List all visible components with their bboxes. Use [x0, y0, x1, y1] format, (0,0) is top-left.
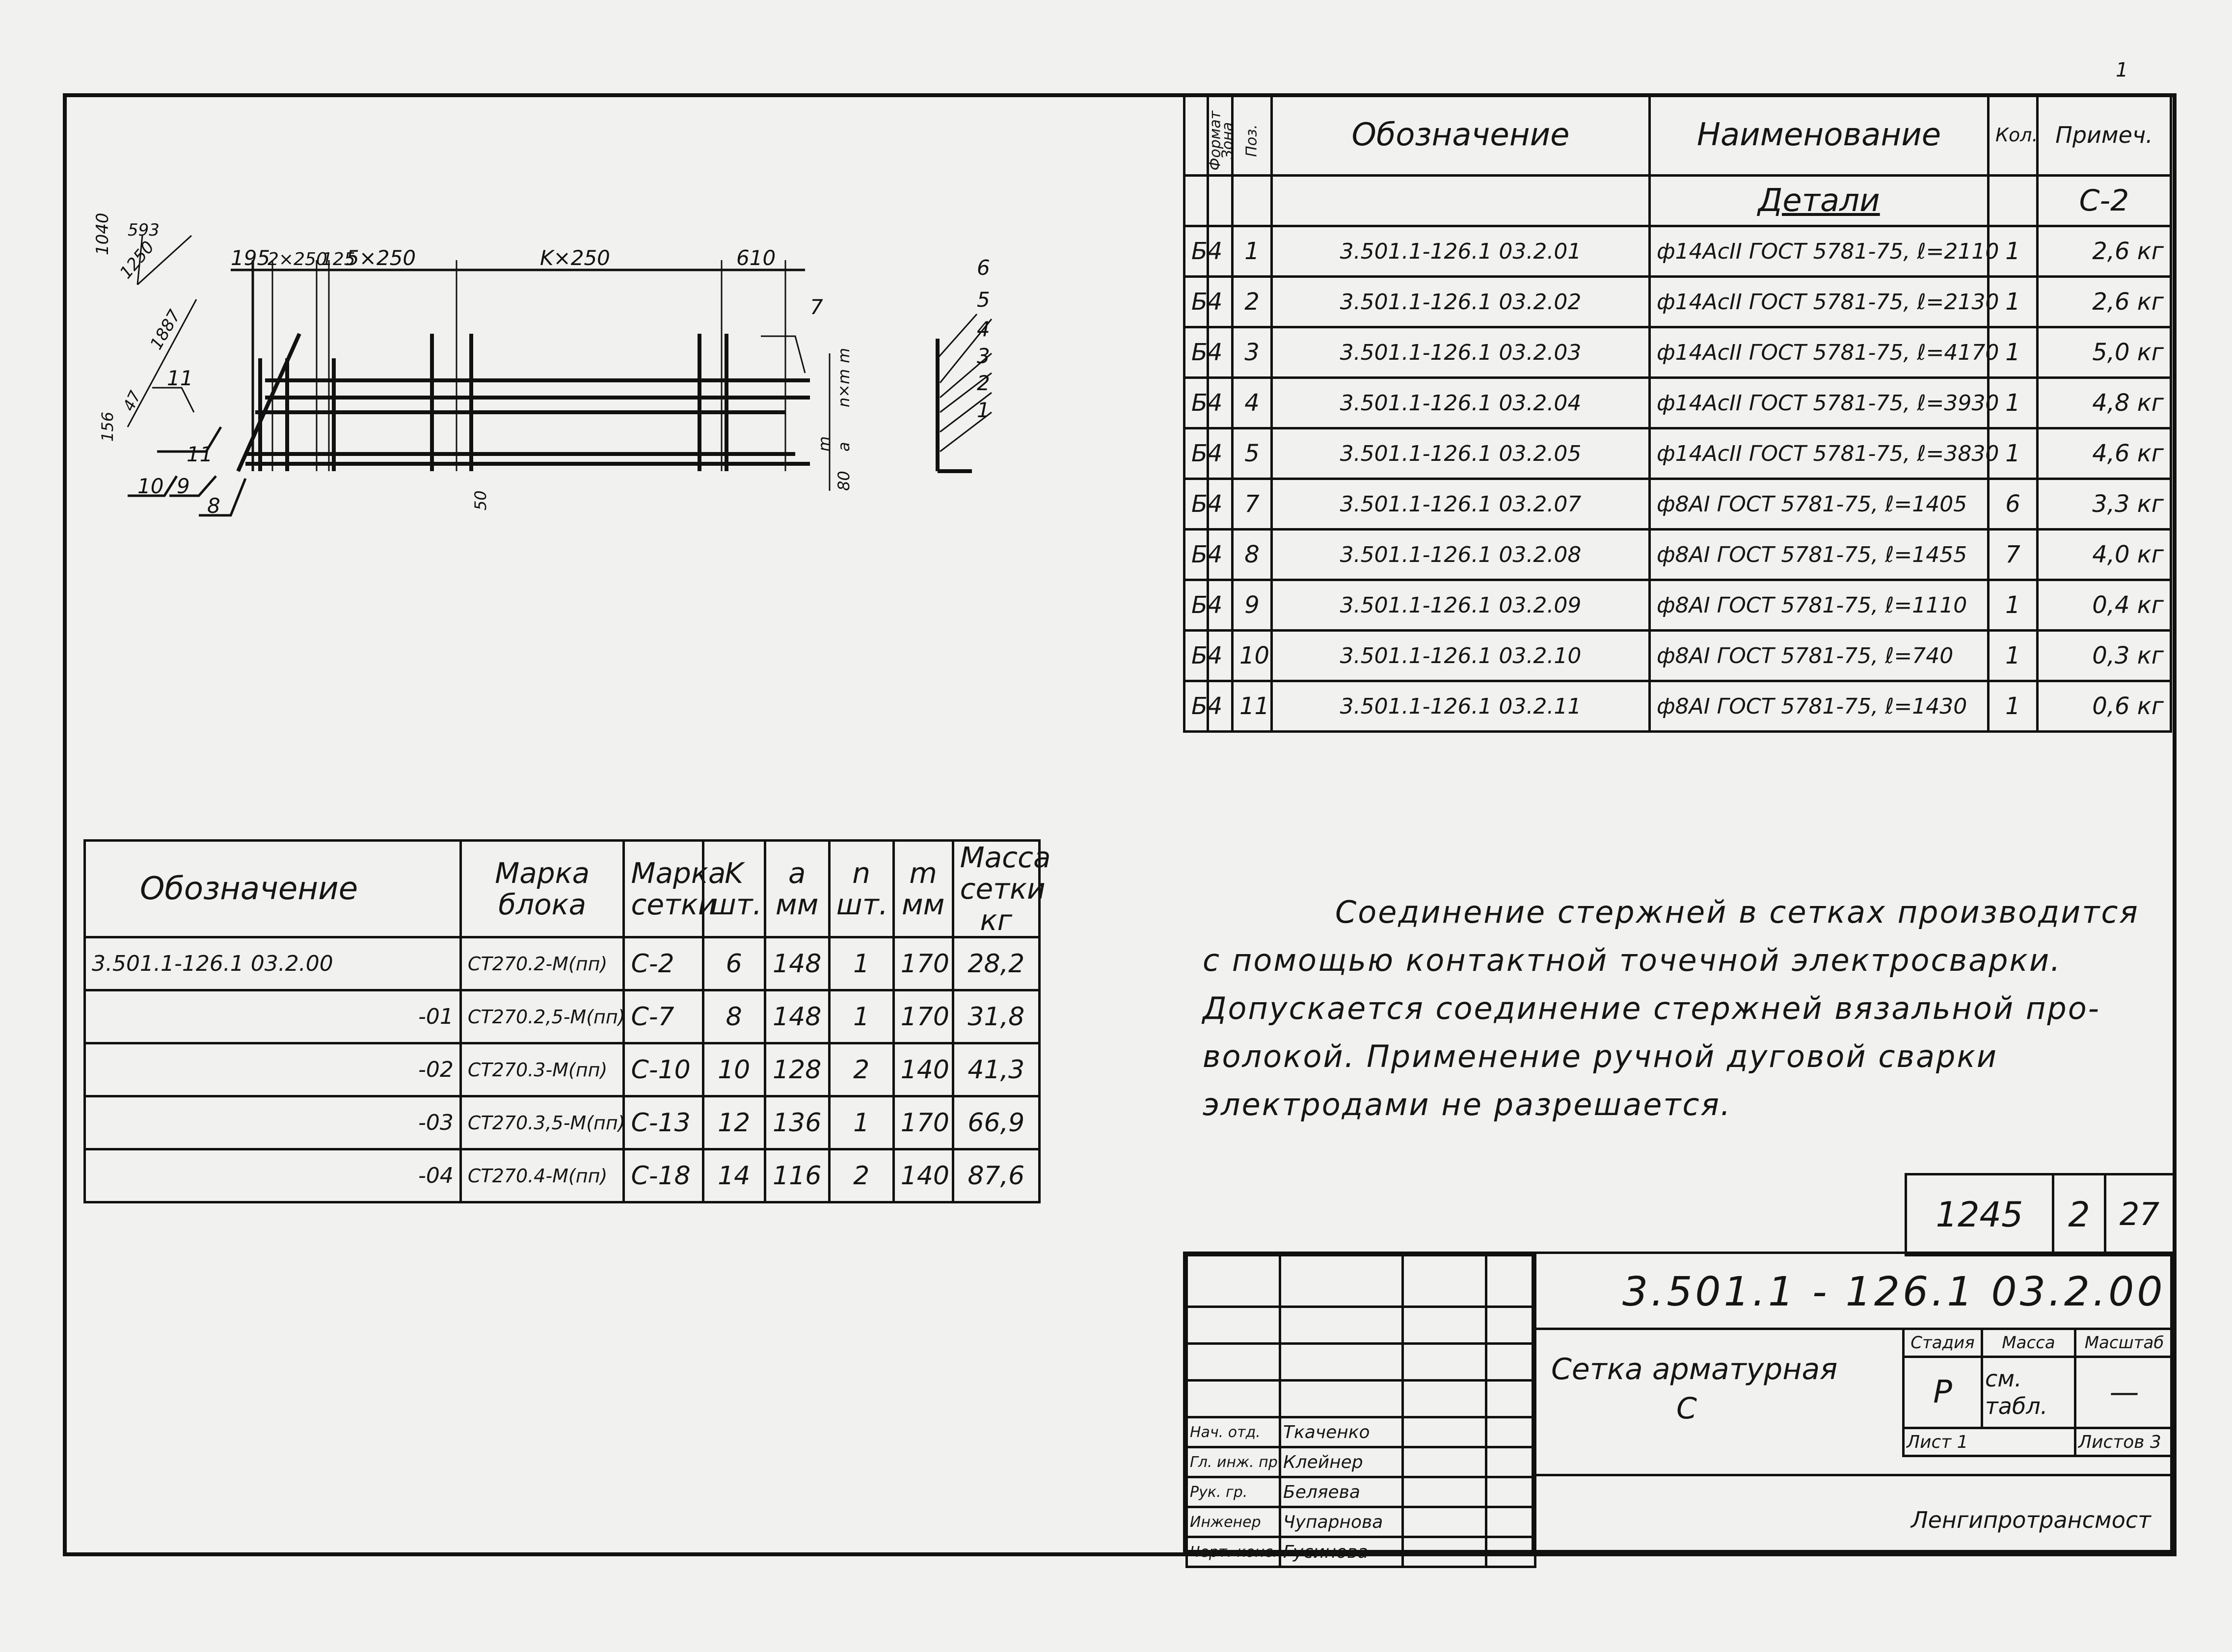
spec-row	[1184, 631, 2171, 681]
welding-note	[1203, 888, 2170, 1129]
spec-format: Б4	[1184, 226, 1208, 277]
spec-qty: 1	[1989, 327, 2038, 378]
block-mass: 87,6	[953, 1149, 1039, 1202]
spec-format: Б4	[1184, 378, 1208, 428]
spec-qty: 6	[1989, 479, 2038, 530]
spec-qty: 1	[1989, 681, 2038, 732]
col-qty: Кол.	[1989, 95, 2038, 176]
block-designation: -04	[85, 1149, 461, 1202]
spec-qty: 1	[1989, 226, 2038, 277]
dim-label: 80	[834, 471, 853, 491]
leader-label: 11	[187, 442, 213, 466]
section-title: Детали	[1650, 176, 1989, 226]
block-designation: 3.501.1-126.1 03.2.00	[85, 937, 461, 990]
block-k: 10	[703, 1043, 765, 1096]
dim-label: m	[834, 347, 853, 363]
dim-label: 1040	[93, 213, 112, 255]
block-mass: 28,2	[953, 937, 1039, 990]
block-designation: -03	[85, 1096, 461, 1149]
specification-table	[1183, 93, 2172, 733]
spec-designation: 3.501.1-126.1 03.2.07	[1272, 479, 1650, 530]
spec-pos: 7	[1233, 479, 1272, 530]
signature-name: Клейнер	[1280, 1447, 1403, 1477]
spec-row	[1184, 580, 2171, 631]
signature-row	[1187, 1537, 1535, 1567]
dim-label: 195	[231, 246, 270, 270]
block-mass: 31,8	[953, 990, 1039, 1043]
project-number-box	[1905, 1173, 2175, 1256]
dim-label: 1250	[116, 237, 159, 283]
block-n: 1	[829, 1096, 893, 1149]
leader-label: 7	[810, 295, 823, 319]
page-number: 27	[2105, 1174, 2174, 1255]
spec-note: 0,6 кг	[2038, 681, 2171, 732]
spec-format: Б4	[1184, 631, 1208, 681]
block-m: 170	[893, 937, 953, 990]
spec-pos: 11	[1233, 681, 1272, 732]
spec-note: 4,0 кг	[2038, 530, 2171, 580]
leader-label: 9	[177, 474, 190, 498]
signature-cell	[1486, 1507, 1535, 1537]
block-row	[85, 1149, 1040, 1202]
block-k: 6	[703, 937, 765, 990]
spec-format: Б4	[1184, 327, 1208, 378]
dim-label: n×m	[834, 369, 853, 407]
signature-row	[1187, 1447, 1535, 1477]
col-mass: Масса сетки кг	[953, 841, 1039, 937]
spec-note: 0,3 кг	[2038, 631, 2171, 681]
block-n: 1	[829, 990, 893, 1043]
spec-pos: 2	[1233, 277, 1272, 327]
mesh-mark: С-7	[624, 990, 703, 1043]
signature-cell	[1403, 1507, 1486, 1537]
signature-name: Беляева	[1280, 1477, 1403, 1507]
dim-label: 125	[322, 249, 355, 269]
spec-designation: 3.501.1-126.1 03.2.10	[1272, 631, 1650, 681]
spec-row	[1184, 681, 2171, 732]
spec-name: ф8АI ГОСТ 5781-75, ℓ=740	[1650, 631, 1989, 681]
spec-format: Б4	[1184, 681, 1208, 732]
signature-name: Ткаченко	[1280, 1417, 1403, 1447]
spec-qty: 1	[1989, 277, 2038, 327]
spec-name: ф8АI ГОСТ 5781-75, ℓ=1430	[1650, 681, 1989, 732]
spec-header-row	[1184, 95, 2171, 176]
inclined-bar	[238, 334, 299, 471]
block-n: 1	[829, 937, 893, 990]
signature-name: Чупарнова	[1280, 1507, 1403, 1537]
block-m: 170	[893, 990, 953, 1043]
signature-name: Гусинова	[1280, 1537, 1403, 1567]
note-line: Допускается соединение стержней вязальной про-	[1203, 990, 2101, 1026]
block-k: 12	[703, 1096, 765, 1149]
mass-value: см. табл.	[1982, 1357, 2075, 1428]
spec-designation: 3.501.1-126.1 03.2.03	[1272, 327, 1650, 378]
mesh-drawing	[93, 196, 1031, 550]
block-a: 136	[765, 1096, 829, 1149]
block-n: 2	[829, 1149, 893, 1202]
sheet-label: Лист 1	[1904, 1428, 2075, 1456]
col-mesh-mark: Марка сетки	[624, 841, 703, 937]
spec-row	[1184, 277, 2171, 327]
spec-section-row	[1184, 176, 2171, 226]
note-line: волокой. Применение ручной дуговой сварки	[1203, 1039, 1998, 1074]
signature-role: Инженер	[1187, 1507, 1280, 1537]
organization: Ленгипротрансмост	[1911, 1507, 2151, 1533]
dim-label: m	[815, 436, 834, 452]
spec-qty: 1	[1989, 428, 2038, 479]
mass-label: Масса	[1982, 1329, 2075, 1357]
spec-pos: 8	[1233, 530, 1272, 580]
title-subname: С	[1676, 1391, 1697, 1426]
spec-note: 2,6 кг	[2038, 226, 2171, 277]
spec-designation: 3.501.1-126.1 03.2.09	[1272, 580, 1650, 631]
spec-format: Б4	[1184, 277, 1208, 327]
block-header-row	[85, 841, 1040, 937]
block-row	[85, 990, 1040, 1043]
spec-row	[1184, 327, 2171, 378]
col-note: Примеч.	[2038, 95, 2171, 176]
dim-label: 50	[471, 490, 490, 510]
spec-note: 4,6 кг	[2038, 428, 2171, 479]
mesh-mark: С-13	[624, 1096, 703, 1149]
spec-name: ф14АсII ГОСТ 5781-75, ℓ=2110	[1650, 226, 1989, 277]
spec-pos: 5	[1233, 428, 1272, 479]
dim-label: 2×250	[268, 249, 327, 269]
spec-note: 5,0 кг	[2038, 327, 2171, 378]
side-leader-label: 4	[977, 317, 990, 341]
block-k: 14	[703, 1149, 765, 1202]
dim-label: 5×250	[346, 246, 416, 270]
document-code: 3.501.1 - 126.1 03.2.00	[1622, 1269, 2166, 1315]
sheets-label: Листов 3	[2075, 1428, 2174, 1456]
dim-label: 47	[119, 388, 145, 414]
block-mark: СТ270.2,5-М(пп)	[460, 990, 624, 1043]
mesh-mark: С-2	[624, 937, 703, 990]
block-a: 128	[765, 1043, 829, 1096]
leader-label: 11	[167, 366, 193, 390]
block-mass: 66,9	[953, 1096, 1039, 1149]
signature-role: Гл. инж. пр.	[1187, 1447, 1280, 1477]
spec-pos: 9	[1233, 580, 1272, 631]
signature-role: Нач. отд.	[1187, 1417, 1280, 1447]
spec-format: Б4	[1184, 580, 1208, 631]
spec-name: ф8АI ГОСТ 5781-75, ℓ=1405	[1650, 479, 1989, 530]
spec-note: 0,4 кг	[2038, 580, 2171, 631]
spec-qty: 1	[1989, 580, 2038, 631]
corner-mark: 1	[2116, 59, 2128, 81]
spec-qty: 1	[1989, 378, 2038, 428]
block-m: 170	[893, 1096, 953, 1149]
block-row	[85, 1096, 1040, 1149]
spec-qty: 1	[1989, 631, 2038, 681]
leader-label: 8	[207, 494, 220, 518]
spec-name: ф14АсII ГОСТ 5781-75, ℓ=2130	[1650, 277, 1989, 327]
spec-name: ф14АсII ГОСТ 5781-75, ℓ=3930	[1650, 378, 1989, 428]
col-designation: Обозначение	[1272, 95, 1650, 176]
spec-designation: 3.501.1-126.1 03.2.11	[1272, 681, 1650, 732]
spec-pos: 4	[1233, 378, 1272, 428]
block-m: 140	[893, 1043, 953, 1096]
signature-cell	[1486, 1447, 1535, 1477]
project-number: 1245	[1906, 1174, 2053, 1255]
col-a: a мм	[765, 841, 829, 937]
spec-designation: 3.501.1-126.1 03.2.08	[1272, 530, 1650, 580]
spec-designation: 3.501.1-126.1 03.2.02	[1272, 277, 1650, 327]
signature-cell	[1486, 1537, 1535, 1567]
block-row	[85, 1043, 1040, 1096]
note-line: Соединение стержней в сетках производится	[1335, 894, 2139, 930]
col-designation: Обозначение	[85, 841, 461, 937]
spec-designation: 3.501.1-126.1 03.2.05	[1272, 428, 1650, 479]
scale-label: Масштаб	[2075, 1329, 2174, 1357]
spec-note: 4,8 кг	[2038, 378, 2171, 428]
block-a: 148	[765, 937, 829, 990]
side-leader-label: 3	[977, 344, 990, 368]
block-mark: СТ270.3-М(пп)	[460, 1043, 624, 1096]
stage-value: Р	[1904, 1357, 1982, 1428]
spec-row	[1184, 530, 2171, 580]
signature-cell	[1403, 1447, 1486, 1477]
stage-label: Стадия	[1904, 1329, 1982, 1357]
spec-format: Б4	[1184, 479, 1208, 530]
signature-role: Черт.-конс.	[1187, 1537, 1280, 1567]
dim-label: 1887	[146, 306, 185, 353]
spec-name: ф14АсII ГОСТ 5781-75, ℓ=3830	[1650, 428, 1989, 479]
spec-format: Б4	[1184, 428, 1208, 479]
spec-row	[1184, 479, 2171, 530]
project-part: 2	[2053, 1174, 2105, 1255]
spec-designation: 3.501.1-126.1 03.2.04	[1272, 378, 1650, 428]
title-block	[1183, 1252, 2173, 1562]
spec-name: ф8АI ГОСТ 5781-75, ℓ=1110	[1650, 580, 1989, 631]
scale-value: —	[2075, 1357, 2174, 1428]
signature-grid	[1185, 1254, 1536, 1568]
signature-row	[1187, 1477, 1535, 1507]
spec-pos: 1	[1233, 226, 1272, 277]
mesh-mark: С-10	[624, 1043, 703, 1096]
col-format: Формат	[1184, 95, 1208, 176]
col-block-mark: Марка блока	[460, 841, 624, 937]
title-name: Сетка арматурная	[1551, 1352, 1838, 1386]
block-mass: 41,3	[953, 1043, 1039, 1096]
spec-qty: 7	[1989, 530, 2038, 580]
block-designation: -01	[85, 990, 461, 1043]
side-leader-label: 1	[977, 398, 990, 422]
stage-table	[1902, 1328, 2175, 1457]
block-row	[85, 937, 1040, 990]
block-mark: СТ270.4-М(пп)	[460, 1149, 624, 1202]
note-line: электродами не разрешается.	[1203, 1087, 1732, 1122]
col-name: Наименование	[1650, 95, 1989, 176]
spec-pos: 3	[1233, 327, 1272, 378]
spec-name: ф8АI ГОСТ 5781-75, ℓ=1455	[1650, 530, 1989, 580]
spec-pos: 10	[1233, 631, 1272, 681]
signature-cell	[1486, 1477, 1535, 1507]
block-a: 116	[765, 1149, 829, 1202]
spec-name: ф14АсII ГОСТ 5781-75, ℓ=4170	[1650, 327, 1989, 378]
block-m: 140	[893, 1149, 953, 1202]
side-leader-label: 5	[977, 288, 990, 312]
signature-row	[1187, 1507, 1535, 1537]
side-leader-label: 2	[977, 371, 990, 395]
note-line: с помощью контактной точечной электросварки.	[1203, 942, 2062, 978]
block-mark: СТ270.3,5-М(пп)	[460, 1096, 624, 1149]
block-mark: СТ270.2-М(пп)	[460, 937, 624, 990]
spec-note: 3,3 кг	[2038, 479, 2171, 530]
signature-row	[1187, 1417, 1535, 1447]
block-designation: -02	[85, 1043, 461, 1096]
col-zone: Зона	[1208, 95, 1233, 176]
dim-label: 593	[128, 220, 160, 240]
spec-row	[1184, 226, 2171, 277]
block-n: 2	[829, 1043, 893, 1096]
col-m: m мм	[893, 841, 953, 937]
signature-role: Рук. гр.	[1187, 1477, 1280, 1507]
section-note: С-2	[2038, 176, 2171, 226]
signature-cell	[1403, 1537, 1486, 1567]
col-pos: Поз.	[1233, 95, 1272, 176]
block-table	[83, 839, 1051, 1203]
spec-row	[1184, 428, 2171, 479]
signature-cell	[1486, 1417, 1535, 1447]
dim-label: 610	[736, 246, 776, 270]
dim-label: K×250	[540, 246, 610, 270]
col-k: K шт.	[703, 841, 765, 937]
col-n: n шт.	[829, 841, 893, 937]
spec-note: 2,6 кг	[2038, 277, 2171, 327]
leader-label: 10	[137, 474, 164, 498]
spec-row	[1184, 378, 2171, 428]
dim-label: 156	[98, 411, 117, 442]
block-a: 148	[765, 990, 829, 1043]
side-leader-label: 6	[977, 256, 990, 280]
signature-cell	[1403, 1417, 1486, 1447]
block-k: 8	[703, 990, 765, 1043]
mesh-mark: С-18	[624, 1149, 703, 1202]
spec-format: Б4	[1184, 530, 1208, 580]
dim-label: a	[834, 442, 853, 452]
spec-designation: 3.501.1-126.1 03.2.01	[1272, 226, 1650, 277]
signature-cell	[1403, 1477, 1486, 1507]
